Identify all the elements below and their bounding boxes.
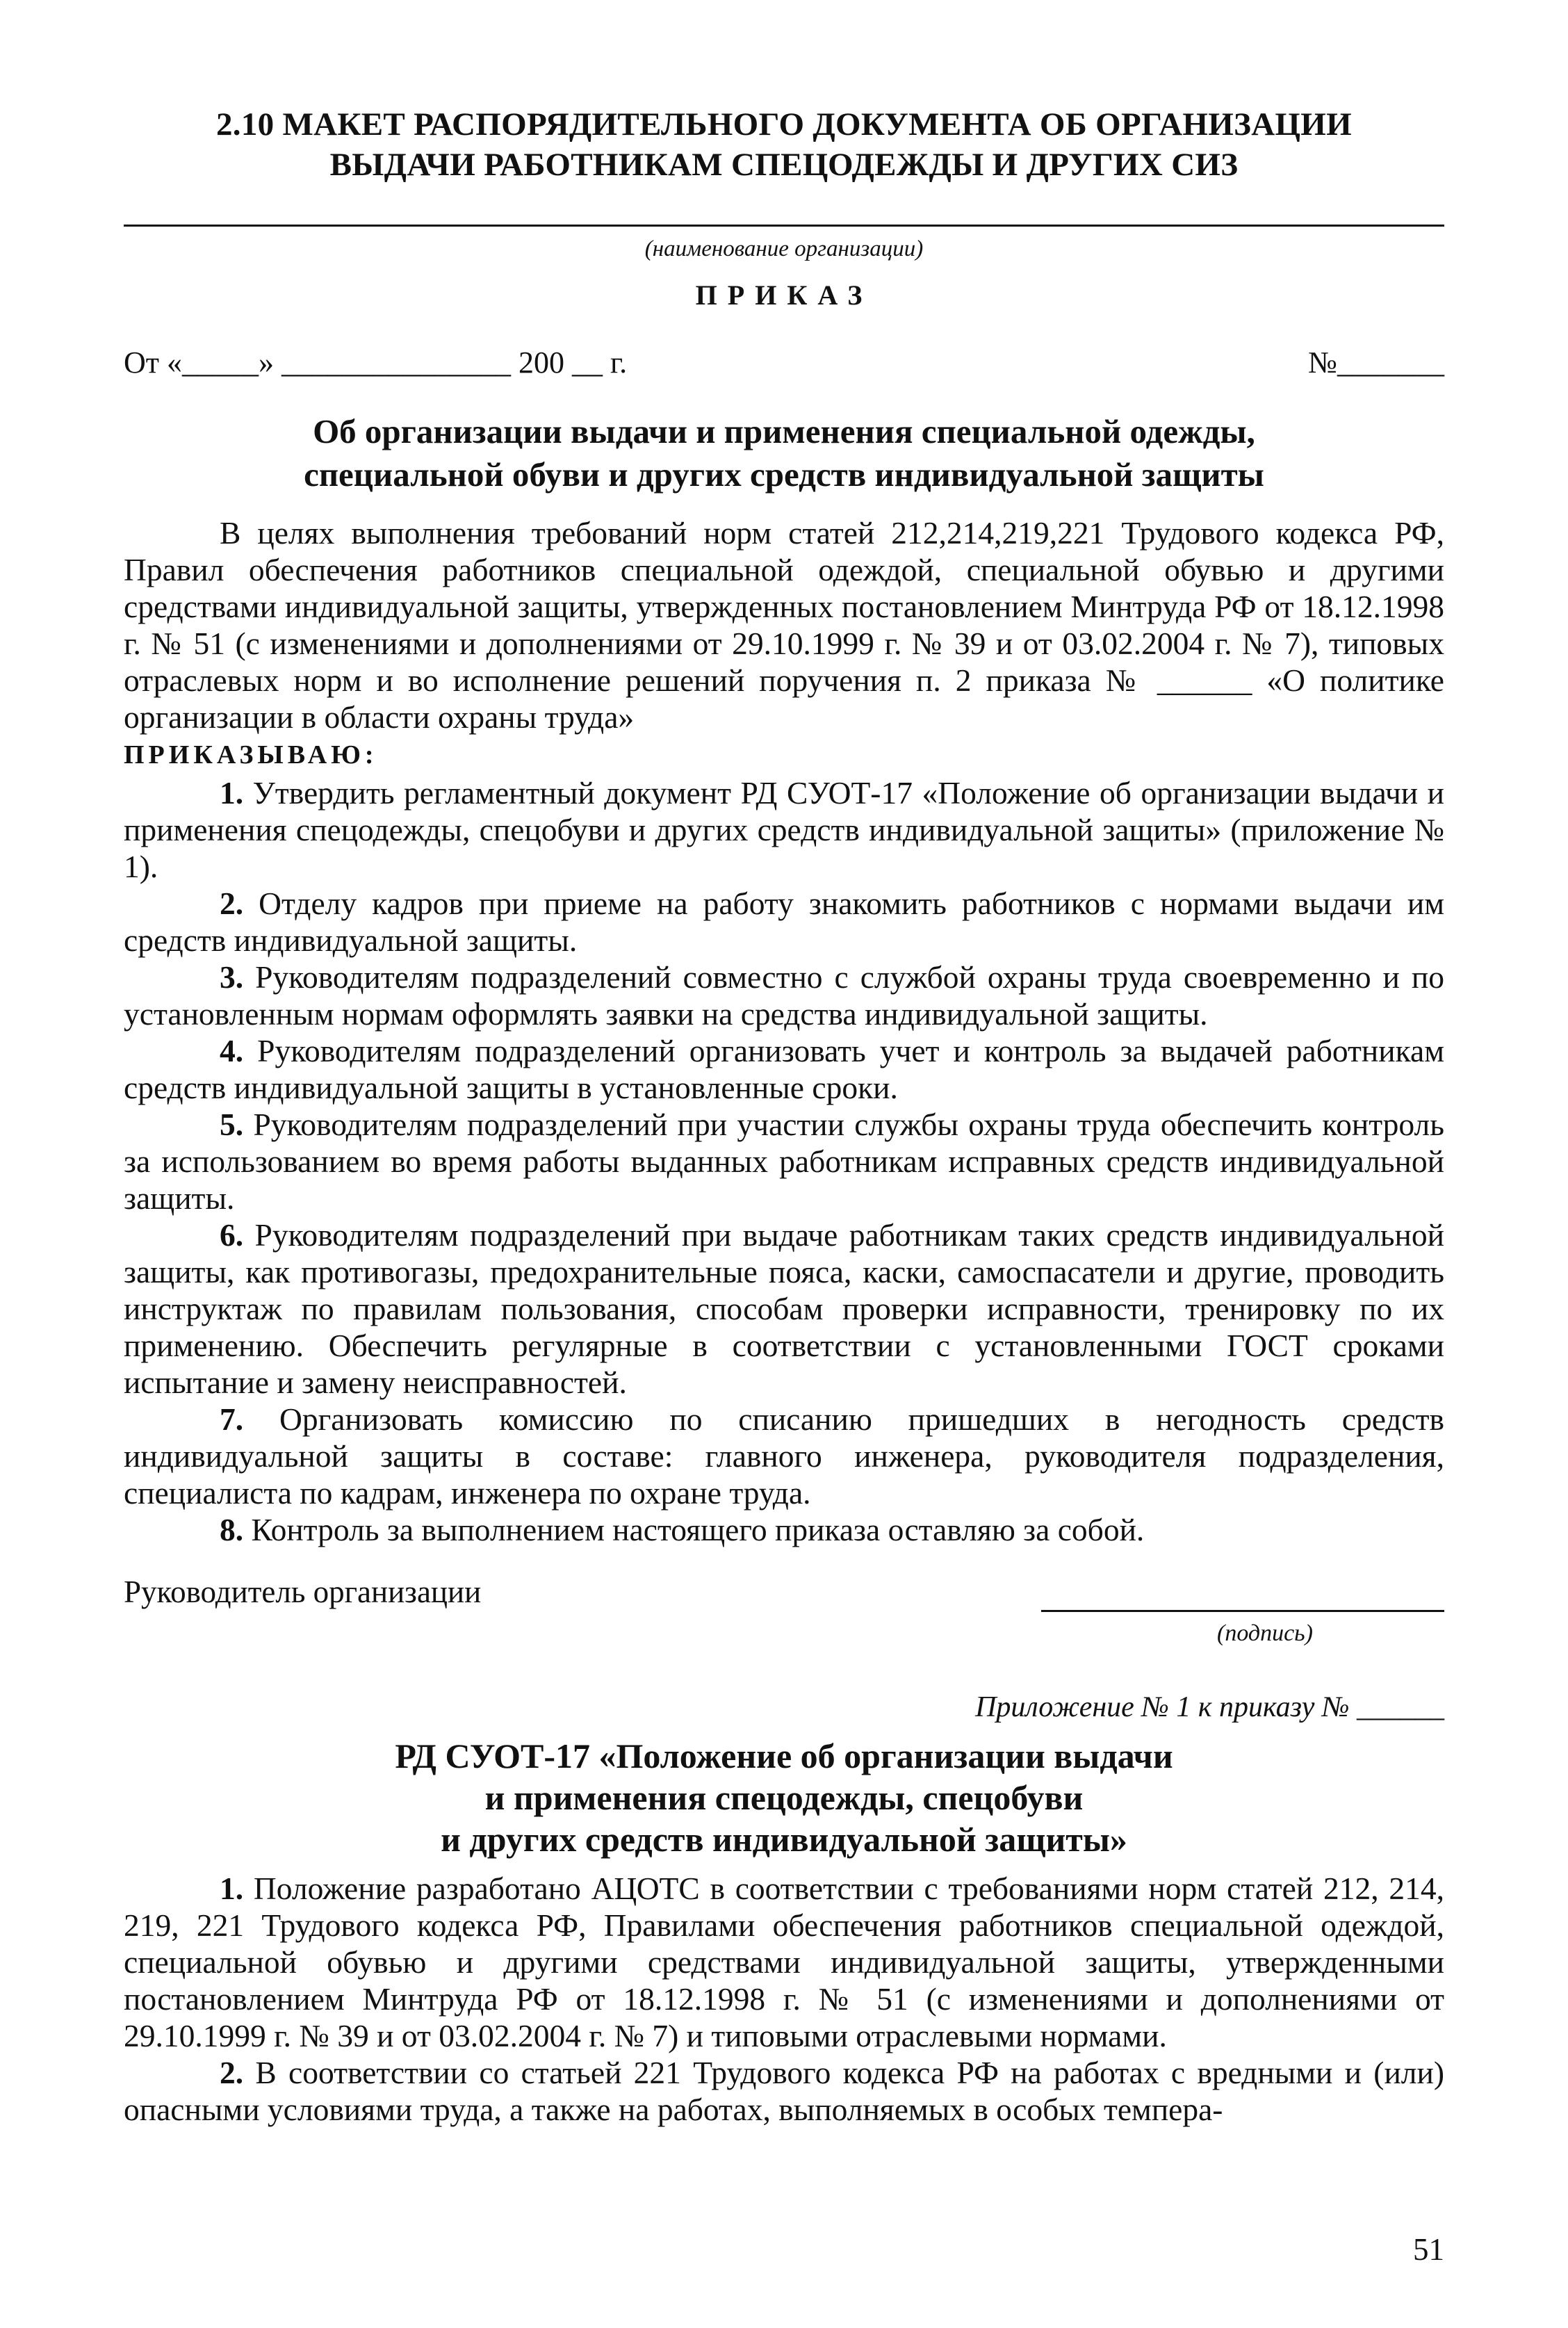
item-text: Положение разработано АЦОТС в соответствии с требованиями норм статей 212, 214, 219, 221 Трудового кодекса РФ, Правилами обеспечения работников специальной одеждой, специальной обувью и другими средствами индивидуальной защиты, утвержденными постановлением Минтруда РФ от 18.12.1998 г. № 51 (с изменениями и дополнениями от 29.10.1999 г. № 39 и от 03.02.2004 г. № 7) и типовыми отраслевыми нормами. [124,1871,1444,2053]
item-text: Руководителям подразделений организовать учет и контроль за выдачей работникам средств индивидуальной защиты в установленные сроки. [124,1033,1444,1105]
title-line-1: 2.10 МАКЕТ РАСПОРЯДИТЕЛЬНОГО ДОКУМЕНТА ОБ ОРГАНИЗАЦИИ [215,106,1353,143]
item-number: 5. [220,1107,244,1142]
order-heading: ПРИКАЗ [695,279,873,311]
order-body [124,514,1444,1548]
item-number: 4. [220,1033,244,1068]
order-item-6 [124,1216,1444,1401]
item-text: Руководителям подразделений при выдаче работникам таких средств индивидуальной защиты, как противогазы, предохранительные пояса, каски, самоспасатели и другие, проводить инструктаж по правилам пользования, способам проверки исправности, тренировку по их применению. Обеспечить регулярные в соответствии с установленными ГОСТ сроками испытание и замену неисправностей. [124,1217,1444,1400]
order-number-field: №_______ [1308,345,1444,380]
item-number: 6. [220,1217,244,1253]
item-number: 1. [220,775,244,811]
rd-body [124,1870,1444,2128]
item-number: 7. [220,1401,244,1437]
order-item-4 [124,1032,1444,1106]
rd-item-1 [124,1870,1444,2054]
rd-title-line-1: РД СУОТ-17 «Положение об организации выдачи [395,1736,1173,1775]
item-number: 8. [220,1512,244,1547]
order-subject [124,410,1444,496]
date-number-row [124,343,1444,382]
title-line-2: ВЫДАЧИ РАБОТНИКАМ СПЕЦОДЕЖДЫ И ДРУГИХ СИЗ [329,147,1239,183]
item-text: Контроль за выполнением настоящего приказа оставляю за собой. [243,1512,1145,1547]
item-text: Руководителям подразделений при участии службы охраны труда обеспечить контроль за использованием во время работы выданных работникам исправных средств индивидуальной защиты. [124,1107,1444,1216]
document-title [124,104,1444,185]
rd-document-title [124,1735,1444,1860]
item-number: 1. [220,1871,244,1906]
appendix-note: Приложение № 1 к приказу № ______ [975,1691,1444,1723]
organization-caption: (наименование организации) [644,236,924,261]
order-item-8 [124,1511,1444,1548]
item-number: 3. [220,959,244,995]
item-text: В соответствии со статьей 221 Трудового кодекса РФ на работах с вредными и (или) опасными условиями труда, а также на работах, выполняемых в особых темпера- [124,2055,1444,2127]
order-word: ПРИКАЗЫВАЮ: [124,740,378,770]
rd-title-line-3: и других средств индивидуальной защиты» [441,1820,1127,1859]
subject-line-1: Об организации выдачи и применения специальной одежды, [313,412,1255,450]
signature-line [1041,1610,1444,1612]
item-text: Организовать комиссию по списанию пришедших в негодность средств индивидуальной защиты в составе: главного инженера, руководителя подразделения, специалиста по кадрам, инженера по охране труда. [124,1401,1444,1511]
order-item-1 [124,774,1444,885]
preamble-paragraph: В целях выполнения требований норм статей 212,214,219,221 Трудового кодекса РФ, Правил обеспечения работников специальной одеждой, специальной обувью и другими средствами индивидуальной защиты, утвержденных постановлением Минтруда РФ от 18.12.1998 г. № 51 (с изменениями и дополнениями от 29.10.1999 г. № 39 и от 03.02.2004 г. № 7), типовых отраслевых норм и во исполнение решений поручения п. 2 приказа № ______ «О политике организации в области охраны труда» [124,515,1444,735]
item-number: 2. [220,2055,244,2090]
signature-caption: (подпись) [1217,1620,1313,1646]
order-date-field: От «_____» _______________ 200 __ г. [124,345,628,380]
signature-row [124,1572,1444,1614]
order-item-7 [124,1401,1444,1511]
order-item-5 [124,1106,1444,1216]
signature-label: Руководитель организации [124,1574,482,1609]
organization-name-line [124,225,1444,227]
item-text: Отделу кадров при приеме на работу знакомить работников с нормами выдачи им средств индивидуальной защиты. [124,886,1444,958]
item-number: 2. [220,886,244,921]
item-text: Руководителям подразделений совместно с службой охраны труда своевременно и по установленным нормам оформлять заявки на средства индивидуальной защиты. [124,959,1444,1032]
rd-item-2 [124,2054,1444,2128]
subject-line-2: специальной обуви и других средств индивидуальной защиты [304,455,1264,494]
page-number: 51 [1413,2232,1444,2267]
order-item-3 [124,959,1444,1032]
order-item-2 [124,885,1444,959]
rd-title-line-2: и применения спецодежды, спецобуви [484,1778,1084,1817]
item-text: Утвердить регламентный документ РД СУОТ-17 «Положение об организации выдачи и применения спецодежды, спецобуви и других средств индивидуальной защиты» (приложение № 1). [124,775,1444,884]
